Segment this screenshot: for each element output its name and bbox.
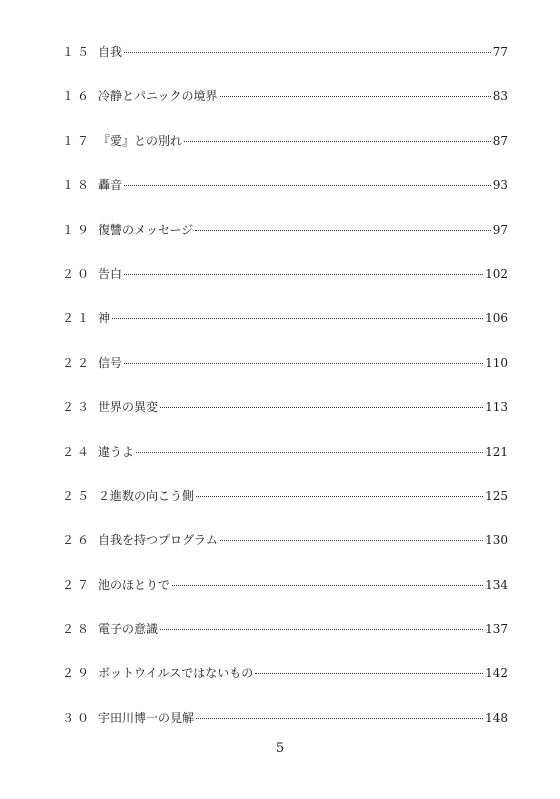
toc-entry[interactable] [62,86,508,130]
chapter-number: １８ [62,178,93,193]
toc-entry[interactable] [62,353,508,397]
chapter-number: ２０ [62,266,93,281]
chapter-title: 自我 [98,45,123,59]
toc-entry[interactable] [62,175,508,219]
chapter-number: ３０ [62,710,93,725]
chapter-page: 106 [485,311,508,326]
chapter-title: 『愛』との別れ [98,133,183,148]
toc-entry[interactable] [62,131,508,175]
chapter-page: 137 [485,622,508,637]
chapter-page: 97 [492,222,508,237]
table-of-contents [62,42,508,752]
dot-leader [124,274,483,275]
chapter-title: 冷静とパニックの境界 [98,89,218,104]
chapter-number: ２２ [62,355,93,370]
toc-entry[interactable] [62,575,508,619]
dot-leader [112,318,483,319]
chapter-number: ２６ [62,533,93,548]
chapter-page: 134 [485,577,508,592]
chapter-page: 102 [485,266,508,281]
chapter-number: ２９ [62,666,93,681]
dot-leader [255,673,483,674]
dot-leader [124,185,491,186]
chapter-number: ２５ [62,488,93,503]
chapter-title: 宇田川博一の見解 [98,710,195,725]
chapter-number: １９ [62,222,93,237]
toc-entry[interactable] [62,530,508,574]
chapter-number: ２８ [62,622,93,637]
chapter-page: 83 [492,89,508,104]
chapter-page: 110 [485,355,508,370]
toc-entry[interactable] [62,486,508,530]
dot-leader [160,629,483,630]
dot-leader [172,585,483,586]
chapter-number: ２３ [62,400,93,415]
toc-entry[interactable] [62,264,508,308]
dot-leader [196,496,483,497]
chapter-page: 125 [485,488,508,503]
dot-leader [220,540,483,541]
toc-entry[interactable] [62,663,508,707]
toc-entry[interactable] [62,42,508,86]
chapter-number: ２７ [62,577,93,592]
chapter-page: 87 [492,133,508,148]
toc-entry[interactable] [62,619,508,663]
chapter-page: 93 [492,178,508,193]
chapter-number: ２４ [62,444,93,459]
dot-leader [195,230,490,231]
chapter-number: １６ [62,89,93,104]
chapter-title: 神 [98,311,111,326]
toc-entry[interactable] [62,397,508,441]
toc-entry[interactable] [62,442,508,486]
dot-leader [136,452,483,453]
dot-leader [184,141,491,142]
toc-entry[interactable] [62,308,508,352]
chapter-title: 復讐のメッセージ [98,222,194,237]
dot-leader [124,363,483,364]
chapter-page: 77 [492,45,508,59]
chapter-page: 130 [485,533,508,548]
dot-leader [220,96,491,97]
chapter-page: 148 [485,710,508,725]
chapter-number: １７ [62,133,93,148]
chapter-title: 違うよ [98,444,135,459]
chapter-title: 轟音 [98,178,123,193]
chapter-page: 113 [485,400,508,415]
chapter-title: 世界の異変 [98,400,159,415]
chapter-title: 電子の意識 [98,622,159,637]
dot-leader [124,52,491,53]
chapter-page: 142 [485,666,508,681]
dot-leader [160,407,483,408]
page-number: 5 [275,741,285,756]
chapter-title: 告白 [98,266,123,281]
chapter-title: 自我を持つプログラム [98,533,218,548]
dot-leader [196,718,483,719]
chapter-number: ２１ [62,311,93,326]
chapter-page: 121 [485,444,508,459]
chapter-number: １５ [62,45,93,59]
toc-entry[interactable] [62,220,508,264]
chapter-title: ボットウイルスではないもの [98,666,254,681]
chapter-title: ２進数の向こう側 [98,488,195,503]
chapter-title: 信号 [98,355,123,370]
chapter-title: 池のほとりで [98,577,171,592]
